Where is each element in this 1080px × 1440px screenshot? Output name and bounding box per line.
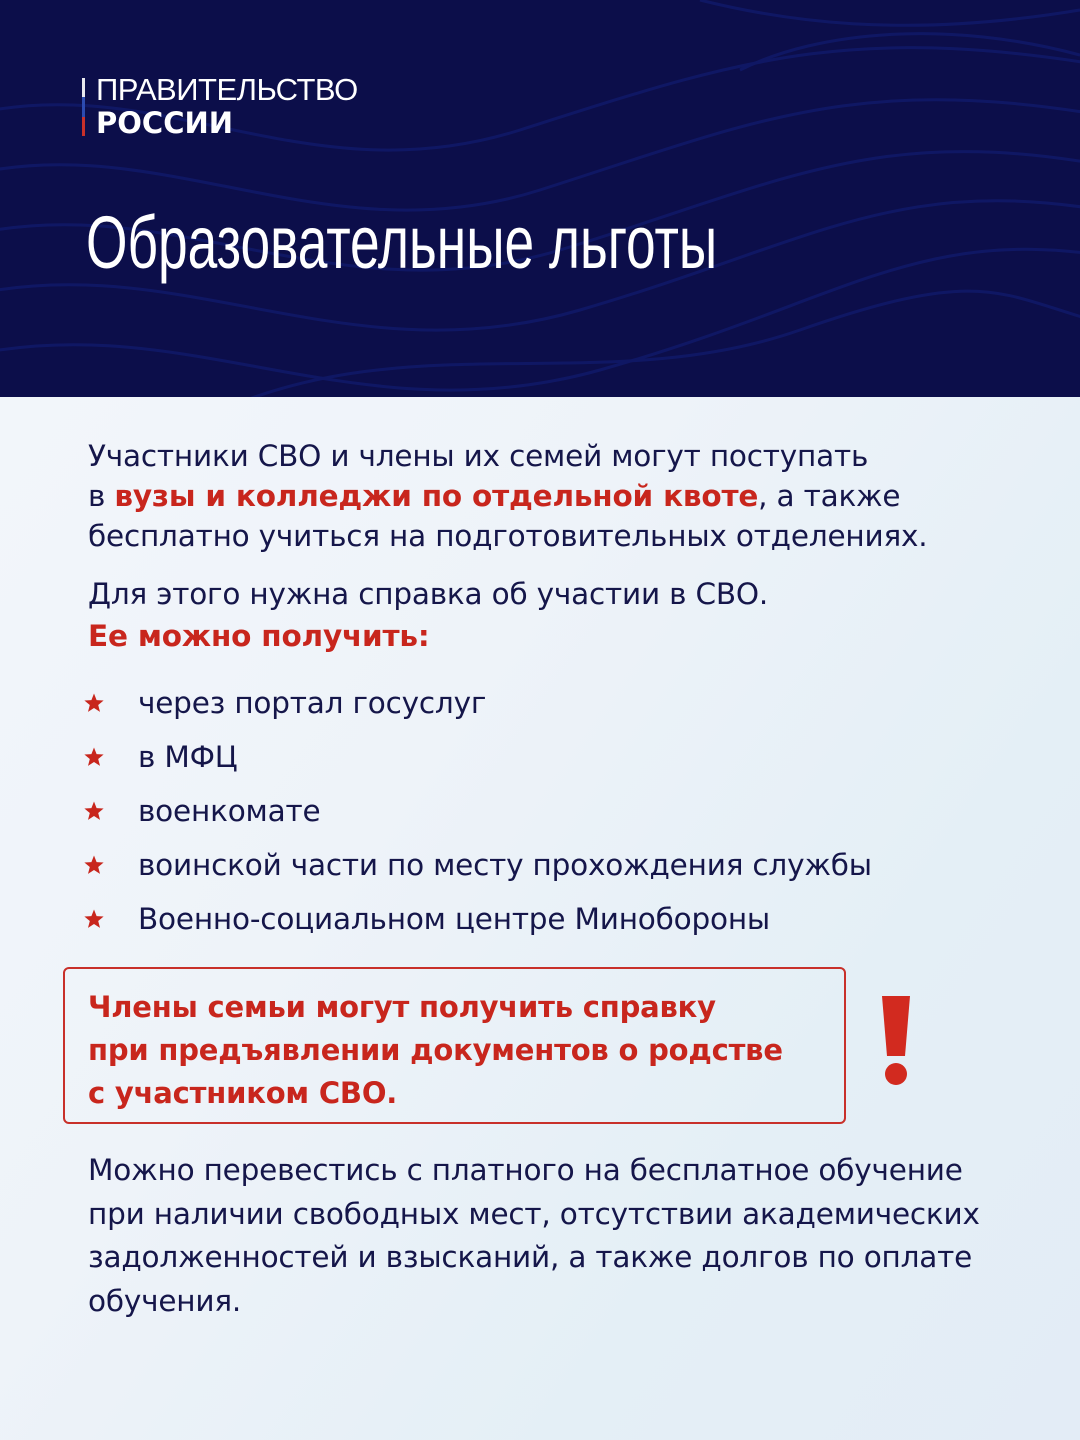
header-banner — [0, 0, 1080, 397]
transfer-line: задолженностей и взысканий, а также долгов по оплате — [88, 1240, 973, 1274]
page-title: Образовательные льготы — [86, 201, 718, 284]
wave-pattern-background — [0, 0, 1080, 397]
logo-line-1: ПРАВИТЕЛЬСТВО — [96, 72, 358, 107]
star-icon — [82, 907, 106, 931]
certificate-paragraph — [88, 574, 1048, 656]
star-icon — [82, 799, 106, 823]
government-logo — [82, 74, 358, 138]
star-icon — [82, 745, 106, 769]
star-icon — [82, 691, 106, 715]
certificate-text: Для этого нужна справка об участии в СВО. — [88, 577, 769, 611]
list-item — [82, 784, 872, 838]
callout-line: с участником СВО. — [88, 1076, 398, 1110]
certificate-heading: Ее можно получить: — [88, 619, 430, 653]
intro-line-1: Участники СВО и члены их семей могут поступать — [88, 439, 869, 473]
option-label: Военно-социальном центре Минобороны — [138, 902, 771, 936]
intro-section — [88, 436, 1048, 656]
intro-line-2-prefix: в — [88, 479, 115, 513]
list-item — [82, 892, 872, 946]
option-label: воинской части по месту прохождения службы — [138, 848, 872, 882]
intro-line-3: бесплатно учиться на подготовительных отделениях. — [88, 519, 928, 553]
transfer-line: при наличии свободных мест, отсутствии академических — [88, 1196, 980, 1231]
intro-line-2-suffix: , а также — [758, 479, 901, 513]
tricolor-bar-icon — [82, 78, 85, 136]
star-icon — [82, 853, 106, 877]
intro-highlight: вузы и колледжи по отдельной квоте — [114, 479, 759, 513]
transfer-line: Можно перевестись с платного на бесплатное обучение — [88, 1153, 963, 1187]
option-label: через портал госуслуг — [138, 686, 487, 720]
logo-line-2: РОССИИ — [96, 106, 234, 140]
list-item — [82, 730, 872, 784]
transfer-paragraph — [88, 1149, 1048, 1323]
list-item — [82, 676, 872, 730]
callout-line: Члены семьи могут получить справку — [88, 990, 716, 1024]
exclamation-icon — [876, 994, 916, 1086]
callout-line: при предъявлении документов о родстве — [88, 1033, 783, 1067]
option-label: в МФЦ — [138, 740, 238, 774]
options-list — [82, 676, 872, 946]
option-label: военкомате — [138, 794, 321, 828]
intro-paragraph — [88, 436, 1048, 556]
family-notice-callout — [63, 967, 846, 1124]
transfer-line: обучения. — [88, 1283, 242, 1318]
list-item — [82, 838, 872, 892]
